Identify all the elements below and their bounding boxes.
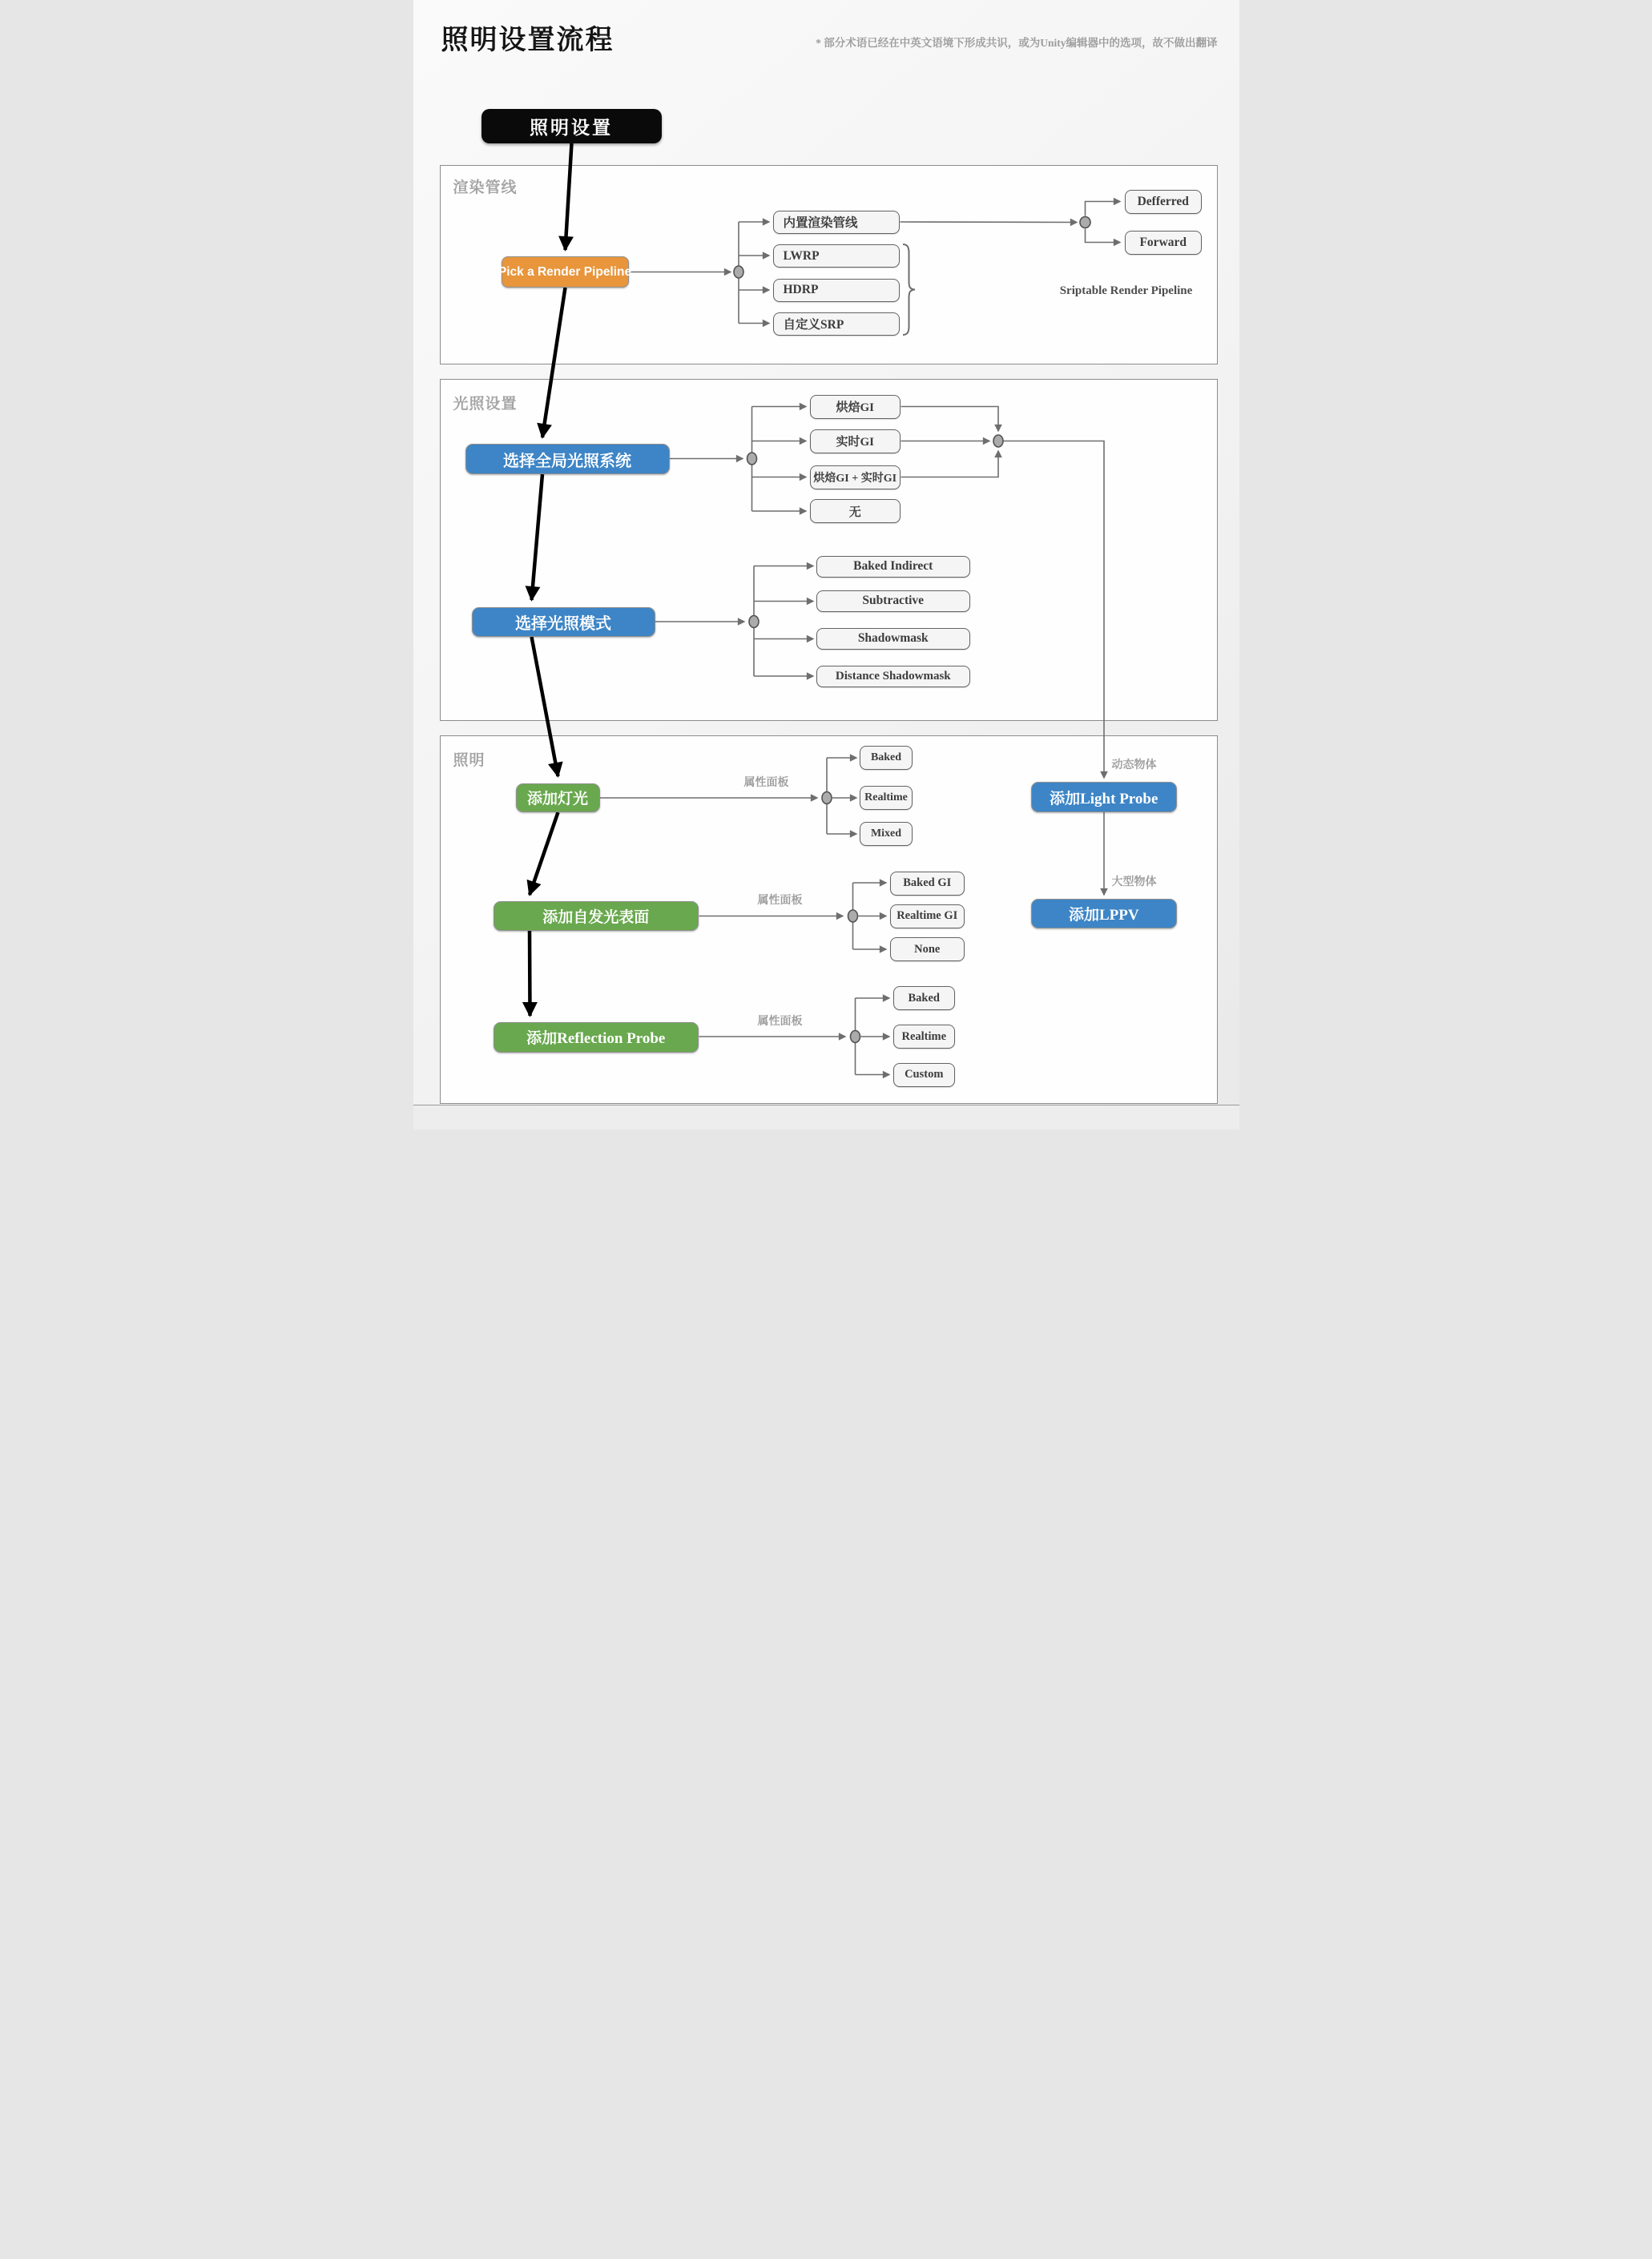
option-gi-none: 无: [810, 499, 901, 523]
option-reflection-custom: Custom: [893, 1063, 956, 1087]
option-realtime-gi: 实时GI: [810, 429, 901, 453]
option-reflection-baked: Baked: [893, 986, 956, 1010]
large-object-label: 大型物体: [1111, 876, 1157, 888]
section-label-illumination: 照明: [453, 752, 486, 769]
option-emissive-realtime-gi: Realtime GI: [890, 904, 965, 928]
option-emissive-none: None: [890, 937, 965, 961]
option-baked-indirect: Baked Indirect: [816, 556, 970, 578]
option-deferred: Defferred: [1125, 190, 1202, 214]
node-choose-lighting-mode: 选择光照模式: [472, 607, 655, 638]
dynamic-object-label: 动态物体: [1111, 759, 1157, 771]
option-hdrp: HDRP: [773, 279, 901, 302]
option-light-baked: Baked: [860, 746, 913, 770]
option-reflection-realtime: Realtime: [893, 1025, 956, 1049]
panel-label-reflection: 属性面板: [757, 1016, 803, 1028]
option-emissive-baked-gi: Baked GI: [890, 872, 965, 896]
panel-label-emissive: 属性面板: [757, 895, 803, 907]
node-add-lppv: 添加LPPV: [1031, 899, 1178, 929]
option-light-realtime: Realtime: [860, 786, 913, 810]
option-forward: Forward: [1125, 231, 1202, 255]
node-pick-render-pipeline: Pick a Render Pipeline: [502, 256, 629, 288]
option-baked-plus-realtime-gi: 烘焙GI + 实时GI: [810, 465, 901, 489]
option-light-mixed: Mixed: [860, 822, 913, 846]
panel-label-light: 属性面板: [743, 777, 789, 789]
option-builtin-pipeline: 内置渲染管线: [773, 211, 901, 234]
section-label-lighting-settings: 光照设置: [453, 396, 518, 413]
node-add-emissive-surface: 添加自发光表面: [494, 901, 699, 931]
page-title: 照明设置流程: [441, 26, 614, 55]
srp-brace-label: Sriptable Render Pipeline: [1059, 284, 1193, 297]
flowchart-canvas: [413, 0, 1239, 1130]
node-add-light: 添加灯光: [516, 783, 600, 813]
node-lighting-setup-root: 照明设置: [481, 109, 662, 143]
option-lwrp: LWRP: [773, 244, 901, 268]
option-custom-srp: 自定义SRP: [773, 312, 901, 336]
node-add-reflection-probe: 添加Reflection Probe: [494, 1022, 699, 1053]
translation-note: * 部分术语已经在中英文语境下形成共识，或为Unity编辑器中的选项，故不做出翻译: [816, 37, 1218, 49]
srp-brace: [903, 244, 915, 335]
node-choose-gi-system: 选择全局光照系统: [465, 444, 670, 474]
node-add-light-probe: 添加Light Probe: [1031, 782, 1178, 812]
option-subtractive: Subtractive: [816, 590, 970, 612]
option-baked-gi: 烘焙GI: [810, 395, 901, 419]
section-label-render-pipeline: 渲染管线: [453, 179, 518, 196]
option-shadowmask: Shadowmask: [816, 628, 970, 650]
option-distance-shadowmask: Distance Shadowmask: [816, 666, 970, 687]
